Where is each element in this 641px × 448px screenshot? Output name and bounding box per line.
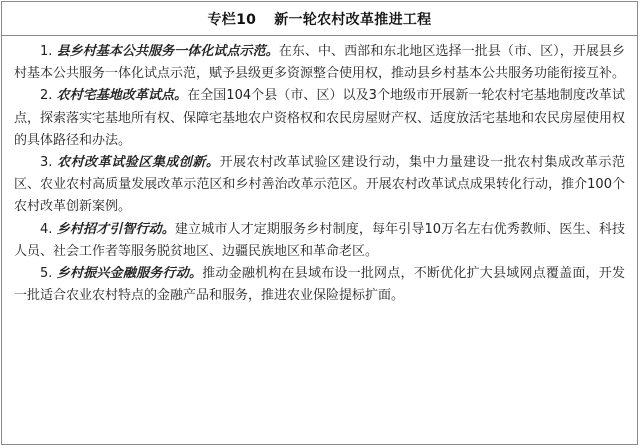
item-body: 开展农村改革试验区建设行动，集中力量建设一批农村集成改革示范区、农业农村高质量发展改革示范区和乡村善治改革示范区。开展农村改革试点成果转化行动，推介100个农村改革创新案例。 <box>14 155 625 215</box>
item-body: 在全国104个县（市、区）以及3个地级市开展新一轮农村宅基地制度改革试点，探索落实宅基地所有权、保障宅基地农户资格权和农民房屋财产权、适度放活宅基地和农民房屋使用权的具体路径和办法。 <box>14 88 626 148</box>
item-body: 建立城市人才定期服务乡村制度，每年引导10万名左右优秀教师、医生、科技人员、社会工作者等服务脱贫地区、边疆民族地区和革命老区。 <box>14 221 625 259</box>
item-heading: 县乡村基本公共服务一体化试点示范。 <box>56 44 279 59</box>
item-number: 4. <box>40 221 53 237</box>
item-number: 5. <box>40 266 53 282</box>
list-item <box>14 152 625 219</box>
list-item <box>14 41 625 85</box>
list-item <box>14 263 625 307</box>
list-item <box>14 219 625 263</box>
item-body: 推动金融机构在县域布设一批网点，不断优化扩大县域网点覆盖面，开发一批适合农业农村特点的金融产品和服务，推进农业保险提标扩面。 <box>14 266 625 304</box>
box-title <box>2 2 637 36</box>
list-item <box>14 85 625 152</box>
item-number: 3. <box>40 155 53 171</box>
item-heading: 乡村振兴金融服务行动。 <box>56 266 203 282</box>
item-heading: 农村宅基地改革试点。 <box>56 88 188 104</box>
box-title-number: 专栏10 <box>207 11 257 28</box>
item-number: 1. <box>40 44 53 59</box>
item-heading: 乡村招才引智行动。 <box>56 221 175 237</box>
item-number: 2. <box>40 88 53 104</box>
item-heading: 农村改革试验区集成创新。 <box>57 155 220 171</box>
box-title-text: 新一轮农村改革推进工程 <box>274 11 432 28</box>
feature-box <box>1 1 638 445</box>
box-content <box>2 36 637 307</box>
item-body: 在东、中、西部和东北地区选择一批县（市、区），开展县乡村基本公共服务一体化试点示范，赋予县级更多资源整合使用权，推动县乡村基本公共服务功能衔接互补。 <box>14 44 626 82</box>
